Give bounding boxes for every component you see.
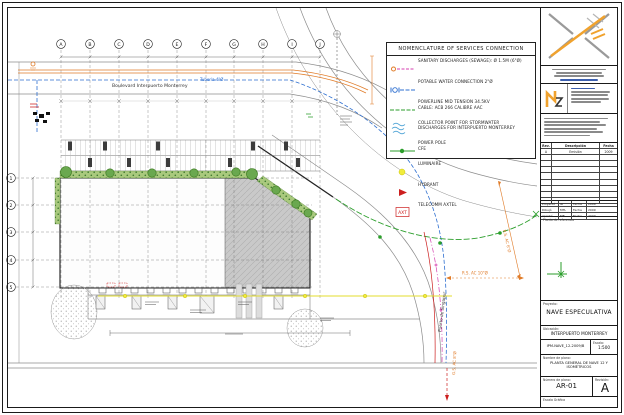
credits-table: Proyectó IR Fecha 2009 Dibujó MTL Fecha 2009 Aprobó MB Fecha 2009 bbox=[541, 201, 617, 217]
grid-col-label: J bbox=[319, 42, 321, 48]
sheet-number: AR-01 bbox=[556, 382, 577, 390]
luminaire-icon bbox=[390, 161, 415, 180]
sanitary-line-icon bbox=[390, 58, 415, 77]
water-line-icon bbox=[390, 79, 415, 98]
sheet-number-field: Número de plano: AR-01 bbox=[541, 377, 593, 396]
title-block bbox=[540, 7, 618, 408]
revision-field: Revisión: A bbox=[593, 377, 617, 396]
grid-row-label: 5 bbox=[9, 285, 13, 291]
svg-text:AXT: AXT bbox=[398, 211, 407, 217]
stormwater-waves-icon bbox=[390, 120, 415, 139]
firm-block bbox=[541, 84, 617, 114]
sheet-number-row bbox=[541, 377, 617, 397]
legend-item-luminaire: LUMINAIRE bbox=[390, 161, 532, 180]
water-valve-cluster bbox=[30, 62, 50, 123]
graphic-scale-field: Escala Gráfica bbox=[543, 398, 566, 402]
grid-col-label: E bbox=[175, 42, 179, 48]
code-scale-row bbox=[541, 340, 617, 355]
code-field: IPM-NAVE_12-2009/B bbox=[541, 340, 591, 354]
reference-plan: Planta de referencia bbox=[541, 217, 617, 301]
grid-col-label: I bbox=[291, 42, 293, 48]
rev-header: Descripción bbox=[552, 143, 600, 149]
revision-table bbox=[541, 143, 617, 201]
legend-item-stormwater: COLLECTOR POINT FOR STORMWATER DISCHARGES FOR INTERPUERTO MONTERREY bbox=[390, 120, 532, 139]
legend-item-telecom: AXT TELECOMM AXTEL bbox=[390, 202, 532, 221]
hydrant-icon bbox=[390, 182, 415, 201]
project-field: Proyecto: NAVE ESPECULATIVA bbox=[541, 301, 617, 326]
legend-item-sanitary: SANITARY DISCHARGES (SEWAGE): Ø 1.5M (6"Ø) bbox=[390, 58, 532, 77]
grid-col-label: B bbox=[88, 42, 92, 48]
grid-col-label: D bbox=[146, 42, 150, 48]
grid-col-label: F bbox=[204, 42, 208, 48]
legend-item-water: POTABLE WATER CONNECTION 2"Ø bbox=[390, 79, 532, 98]
pipe-label-rs6: R.S. AC 6"Ø bbox=[502, 229, 513, 253]
rev-header: Rev. bbox=[541, 143, 552, 149]
reference-plan-sketch bbox=[541, 222, 617, 292]
grid-col-label: H bbox=[261, 42, 265, 48]
pipe-label-rs10: R.S. AC 10"Ø bbox=[462, 270, 488, 276]
sheet-name-field: Nombre de plano: PLANTA GENERAL DE NAVE 12 Y ISOMÉTRICOS bbox=[541, 355, 617, 377]
warehouse-building bbox=[60, 178, 310, 288]
legend-items bbox=[387, 56, 535, 221]
revision-letter: A bbox=[600, 381, 610, 395]
street-label-boulevard: Boulevard Interpuerto Monterrey bbox=[112, 84, 188, 89]
powerline-icon bbox=[390, 99, 415, 118]
street-label-singapur: Puerto de Singapur bbox=[437, 291, 447, 333]
scale-field: Escala: 1:500 bbox=[593, 341, 611, 350]
company-logo bbox=[541, 8, 617, 66]
logo-x-art bbox=[541, 8, 617, 64]
rev-cell: 2009 bbox=[600, 149, 617, 155]
grid-row-label: 1 bbox=[9, 176, 13, 182]
legend-item-powerline: POWERLINE MID TENSION 34.5KV CABLE: ACB 266 CALIBRE AAC bbox=[390, 99, 532, 118]
telecom-box-icon bbox=[390, 202, 415, 221]
legend-item-powerpole: POWER POLE CFE bbox=[390, 140, 532, 159]
grid-col-label: A bbox=[59, 42, 63, 48]
legend-title: NOMENCLATURE OF SERVICES CONNECTION bbox=[387, 43, 535, 56]
rev-header: Fecha bbox=[600, 143, 617, 149]
location-name: INTERPUERTO MONTERREY bbox=[550, 331, 608, 336]
parking-rows bbox=[61, 140, 320, 171]
power-pole-icon bbox=[390, 140, 415, 159]
grid-row-bubbles bbox=[7, 174, 16, 292]
firm-logo bbox=[544, 88, 564, 110]
loading-docks bbox=[88, 283, 310, 319]
pipe-label-gs8: G.S. AC 8"Ø bbox=[451, 351, 458, 376]
company-address-block bbox=[541, 66, 617, 84]
grid-row-label: 2 bbox=[9, 203, 13, 209]
project-name: NAVE ESPECULATIVA bbox=[546, 309, 612, 316]
grid-col-label: C bbox=[117, 42, 121, 48]
grid-row-label: 3 bbox=[9, 230, 13, 236]
legend-item-hydrant: HYDRANT bbox=[390, 182, 532, 201]
grid-row-label: 4 bbox=[9, 258, 13, 264]
grid-col-label: G bbox=[232, 42, 236, 48]
general-notes bbox=[541, 114, 617, 143]
legend-box bbox=[386, 42, 536, 217]
location-field: Ubicación: INTERPUERTO MONTERREY bbox=[541, 326, 617, 340]
sheet-name: PLANTA GENERAL DE NAVE 12 Y ISOMÉTRICOS bbox=[550, 361, 608, 369]
pipe-label-tuberia: Tubería 4"Ø bbox=[200, 77, 224, 82]
rev-cell: A bbox=[541, 149, 552, 155]
rev-cell: Emisión bbox=[552, 149, 600, 155]
grid-column-bubbles bbox=[57, 40, 325, 49]
